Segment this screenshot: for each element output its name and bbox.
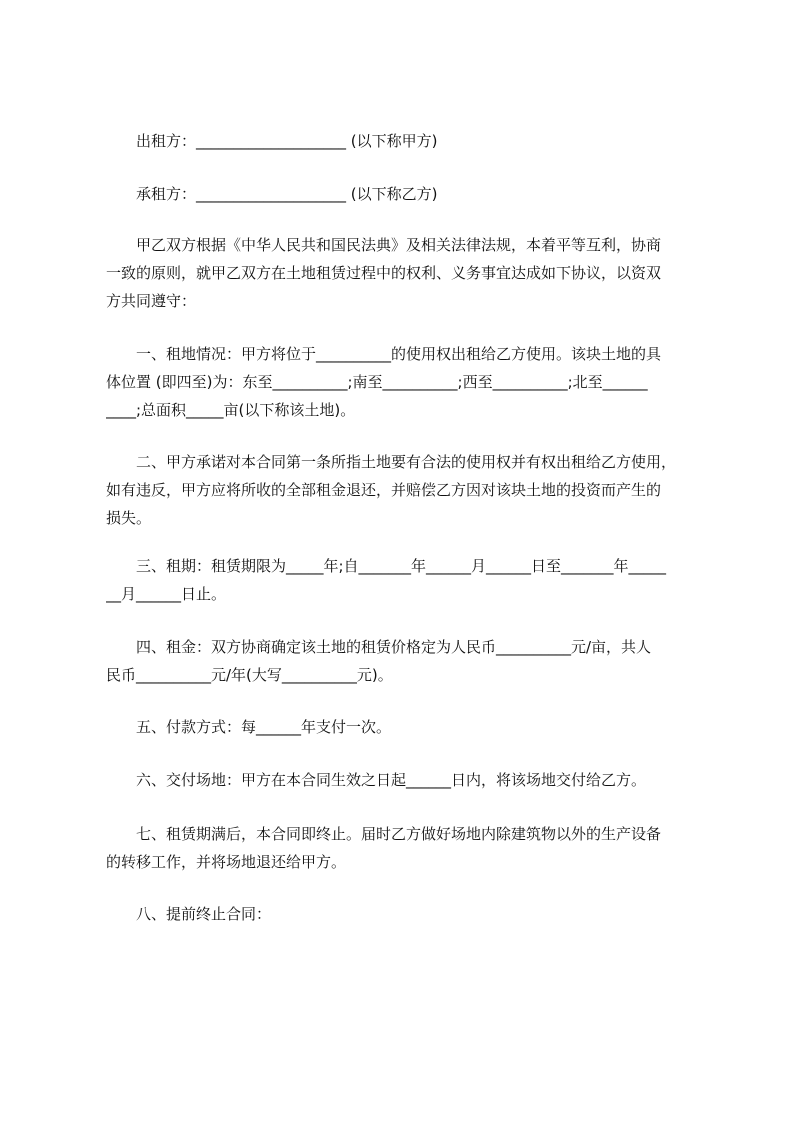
preamble-paragraph (106, 231, 706, 315)
lessor-text: 出租方：____________________ (以下称甲方) (136, 132, 438, 150)
preamble-line-1: 甲乙双方根据《中华人民共和国民法典》及相关法律法规，本着平等互利，协商 (136, 236, 662, 254)
clause-5-paragraph (106, 713, 706, 741)
clause-8-paragraph (106, 900, 706, 928)
clause-7-paragraph (106, 820, 706, 876)
clause-4-line-1: 四、租金：双方协商确定该土地的租赁价格定为人民币__________元/亩，共人 (136, 638, 652, 656)
clause-2-line-2: 如有违反，甲方应将所收的全部租金退还，并赔偿乙方因对该块土地的投资而产生的 (106, 481, 662, 499)
clause-3-line-1: 三、租期：租赁期限为_____年;自_______年______月______日至_______年_____ (136, 557, 667, 575)
clause-3-paragraph (106, 552, 706, 608)
lessor-line (106, 127, 706, 155)
clause-2-paragraph (106, 448, 706, 532)
clause-2-line-1: 二、甲方承诺对本合同第一条所指土地要有合法的使用权并有权出租给乙方使用， (136, 453, 677, 471)
clause-1-paragraph (106, 340, 706, 424)
lessee-line (106, 180, 706, 208)
clause-1-line-3: ____;总面积_____亩(以下称该土地)。 (106, 401, 356, 419)
preamble-line-3: 方共同遵守： (106, 292, 197, 310)
clause-7-line-2: 的转移工作，并将场地退还给甲方。 (106, 853, 347, 871)
clause-8-text: 八、提前终止合同： (136, 905, 272, 923)
clause-6-paragraph (106, 766, 706, 794)
clause-4-line-2: 民币__________元/年(大写__________元)。 (106, 666, 393, 684)
lessee-text: 承租方：____________________ (以下称乙方) (136, 185, 438, 203)
clause-1-line-1: 一、租地情况：甲方将位于__________的使用权出租给乙方使用。该块土地的具 (136, 345, 662, 363)
clause-7-line-1: 七、租赁期满后，本合同即终止。届时乙方做好场地内除建筑物以外的生产设备 (136, 825, 662, 843)
clause-1-line-2: 体位置 (即四至)为：东至__________;南至__________;西至__________;北至______ (106, 373, 648, 391)
clause-3-line-2: __月______日止。 (106, 585, 227, 603)
clause-4-paragraph (106, 633, 706, 689)
preamble-line-2: 一致的原则，就甲乙双方在土地租赁过程中的权利、义务事宜达成如下协议，以资双 (106, 264, 662, 282)
clause-6-text: 六、交付场地：甲方在本合同生效之日起______日内，将该场地交付给乙方。 (136, 771, 647, 789)
clause-5-text: 五、付款方式：每______年支付一次。 (136, 718, 392, 736)
clause-2-line-3: 损失。 (106, 509, 152, 527)
